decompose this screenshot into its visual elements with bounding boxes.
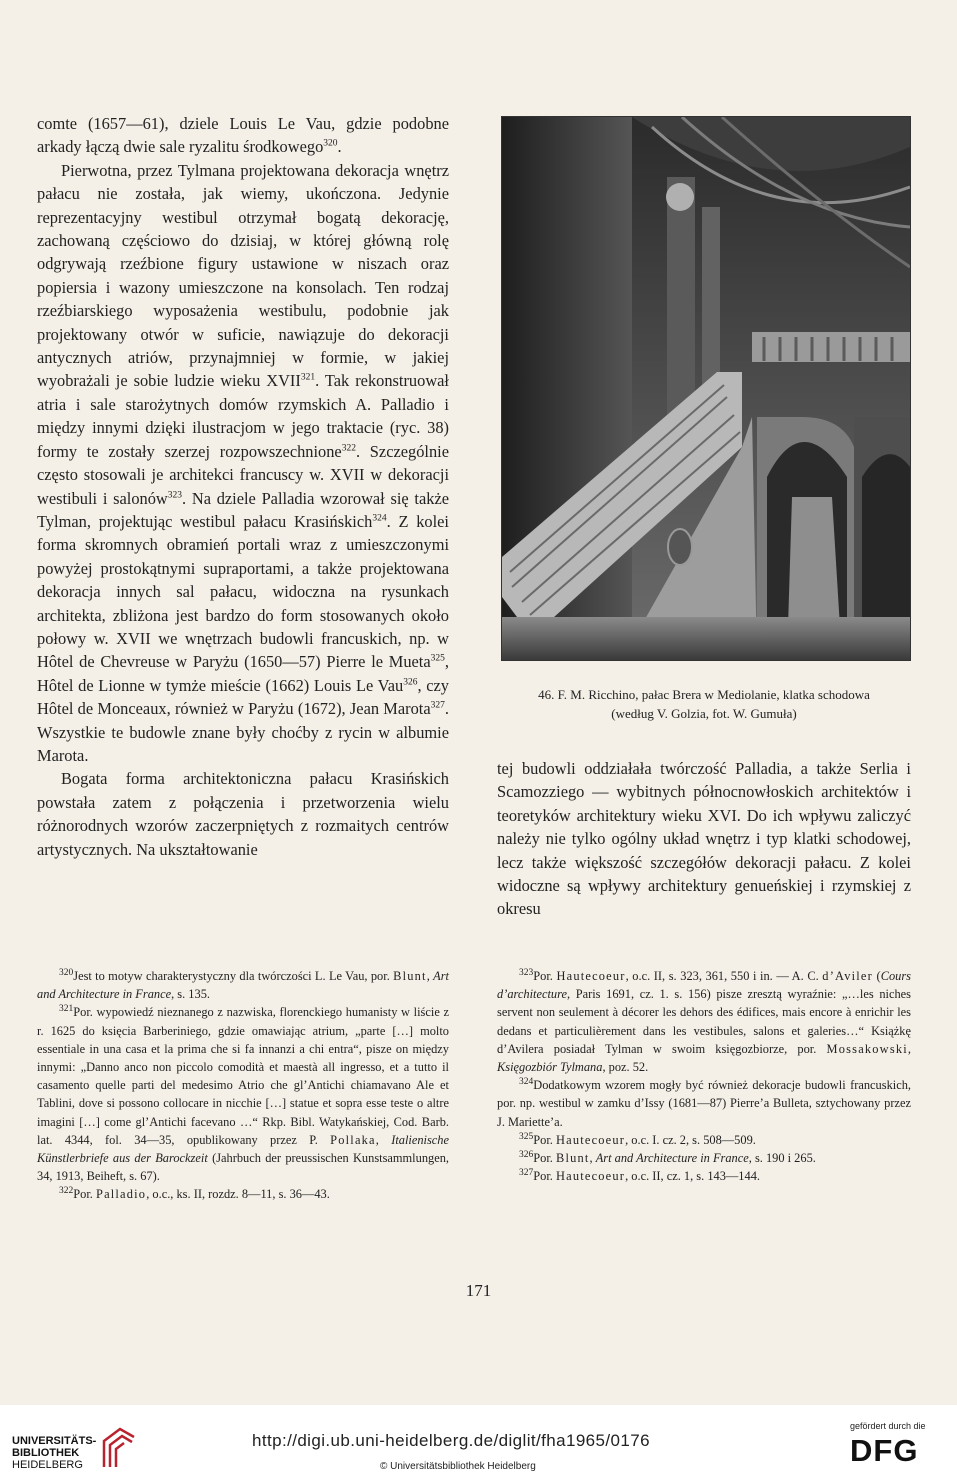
figure-caption [497, 685, 911, 723]
footnote-325: $^{325}$Por. Hautecoeur, o.c. I. cz. 2, s. 508—509. [519, 1131, 756, 1147]
footnote-320: $^{320}$Jest to motyw charakterystyczny dla twórczości L. Le Vau, por. Blunt, Art and Architecture in France, s. 135. [37, 967, 449, 1002]
footnote-327: $^{327}$Por. Hautecoeur, o.c. II, cz. 1, s. 143—144. [519, 1168, 760, 1184]
staircase-photo-illustration [502, 117, 910, 660]
footnote-324: $^{324}$Dodatkowym wzorem mogły być również dekoracje budowli francuskich, por. np. westibul w zamku d’Issy (1681—87) Pierre’a Bulleta, sztychowany przez J. Mariette’a. [497, 1077, 911, 1129]
right-body-text [497, 757, 911, 921]
paragraph-1: comte (1657—61), dziele Louis Le Vau, gdzie podobne arkady łączą dwie sale ryzalitu środkowego$^{320}$. [37, 114, 449, 157]
permalink-url[interactable]: http://digi.ub.uni-heidelberg.de/diglit/fha1965/0176 [252, 1431, 650, 1450]
funder-label: gefördert durch die [850, 1421, 926, 1431]
viewer-footer [0, 1405, 957, 1482]
right-paragraph-1: tej budowli oddziałała twórczość Palladia, a także Serlia i Scamozziego — wybitnych północnowłoskich architektów i teoretyków architektury wieku XVI. Do ich wpływu zaliczyć należy nie tylko ogólny układ wnętrz i typ klatki schodowej, lecz także większość szczegółów dekoracji pałacu. Z kolei widoczne są wpływy architektury genueńskiej i rzymskiej z okresu [497, 759, 911, 919]
caption-line-2: (według V. Golzia, fot. W. Gumuła) [611, 706, 797, 721]
copyright-notice: © Universitätsbibliothek Heidelberg [380, 1461, 536, 1472]
footnote-ref[interactable]: 320 [323, 138, 338, 149]
page-number: 171 [465, 1281, 492, 1300]
library-name[interactable]: UNIVERSITÄTS- BIBLIOTHEK HEIDELBERG [12, 1435, 97, 1471]
footnote-ref[interactable]: 323 [167, 490, 183, 501]
footnote-ref[interactable]: 322 [341, 443, 356, 454]
footnote-ref[interactable]: 325 [430, 653, 445, 664]
footnote-321: $^{321}$Por. wypowiedź nieznanego z nazwiska, florenckiego humanisty w liście z r. 1625 do księcia Barberiniego, gdzie omawiając atrium, „parte […] molto essentiale in una casa et la prima che si fa innanzi a chi entra“, pisze on między innymi: „Danno anco non piccolo comodità et maestà all ingresso, et a tutto il casamento quelle parti del medesimo Atrio che gl’Antichi chiamavano Ale et Tablini, dove si possono collocare in nicchie […] statue et sopra esse teste o altre imagini […] come gl’Antichi facevano …“ Rkp. Bibl. Watykańskiej, Cod. Barb. lat. 4344, fol. 34—35, opublikowany przez P. Pollaka, Italienische Künstlerbriefe aus der Barockzeit (Jahrbuch der preussischen Kunstsammlungen, 34, 1913, Beiheft, s. 67). [37, 1004, 449, 1184]
caption-line-1: 46. F. M. Ricchino, pałac Brera w Mediolanie, klatka schodowa [538, 687, 870, 702]
footnote-ref[interactable]: 321 [300, 373, 316, 383]
footnote-ref[interactable]: 326 [403, 677, 418, 688]
right-column [497, 757, 911, 921]
footnote-ref[interactable]: 327 [430, 700, 445, 711]
footnote-326: $^{326}$Por. Blunt, Art and Architecture in France, s. 190 i 265. [519, 1149, 816, 1166]
footnote-322: $^{322}$Por. Palladio, o.c., ks. II, rozdz. 8—11, s. 36—43. [59, 1186, 330, 1202]
paragraph-3: Bogata forma architektoniczna pałacu Krasińskich powstała zatem z połączenia i przetworzenia wielu różnorodnych wzorów zaczerpniętych z rozmaitych centrów artystycznych. Na ukształtowanie [37, 769, 449, 859]
dfg-logo-icon[interactable]: DFG [850, 1433, 919, 1468]
paragraph-2: Pierwotna, przez Tylmana projektowana dekoracja wnętrz pałacu nie została, jak wiemy, ukończona. Jedynie reprezentacyjny westibul otrzymał bogatą dekorację, zachowaną częściowo do dzisiaj, w której główną rolę odgrywają rzeźbione figury ustawione w niszach oraz popiersia i wazony umieszczone na konsolach. Ten rodzaj rzeźbiarskiego wyposażenia westibulu, podobnie jak projektowany otwór w suficie, nawiązuje do dekoracji antycznych atriów, przynajmniej w formie, w jakiej wyobrażali je sobie ludzie wieku XVII$^{321}$. Tak rekonstruował atria i sale starożytnych domów rzymskich A. Palladio i między innymi dzięki ilustracjom w jego traktacie (ryc. 38) formy te zostały szerzej rozpowszechnione$^{322}$. Szczególnie często stosowali je architekci francuscy w. XVII w dekoracji westibuli i salonów$^{323}$. Na dziele Palladia wzorował się także Tylman, projektując westibul pałacu Krasińskich$^{324}$. Z kolei forma skromnych obramień portali wraz z umieszczonymi powyżej prostokątnymi supraportami, a także projektowana dekoracja innych sal pałacu, widoczna na rysunkach architekta, zbliżona jest bardzo do form stosowanych około połowy w. XVII we wnętrzach budowli francuskich, np. w Hôtel de Chevreuse w Paryżu (1650—57) Pierre le Mueta$^{325}$, Hôtel de Lionne w tymże mieście (1662) Louis Le Vau$^{326}$, czy Hôtel de Monceaux, również w Paryżu (1672), Jean Marota$^{327}$. Wszystkie te budowle znane były choćby z rycin w albumie Marota. [37, 160, 449, 765]
left-column [37, 112, 449, 861]
footnotes-left [37, 967, 449, 1204]
ub-heidelberg-logo-icon [100, 1427, 138, 1469]
footnote-323: $^{323}$Por. Hautecoeur, o.c. II, s. 323, 361, 550 i in. — A. C. d’Aviler (Cours d’architecture, Paris 1691, cz. 1. s. 156) pisze zresztą wyraźnie: „…les niches servent non seulement à décorer les dehors des édifices, mais encore à enrichir les dedans et particulièrement dans les vestibules, salons et galeries…“ Książkę d’Avilera posiadał Tylman w swoim księgozbiorze, por. Mossakowski, Księgozbiór Tylmana, poz. 52. [497, 967, 911, 1075]
left-body-text [37, 112, 449, 861]
footnotes-right [497, 967, 911, 1185]
figure-photo-staircase [501, 116, 911, 661]
footnote-ref[interactable]: 324 [372, 513, 387, 524]
